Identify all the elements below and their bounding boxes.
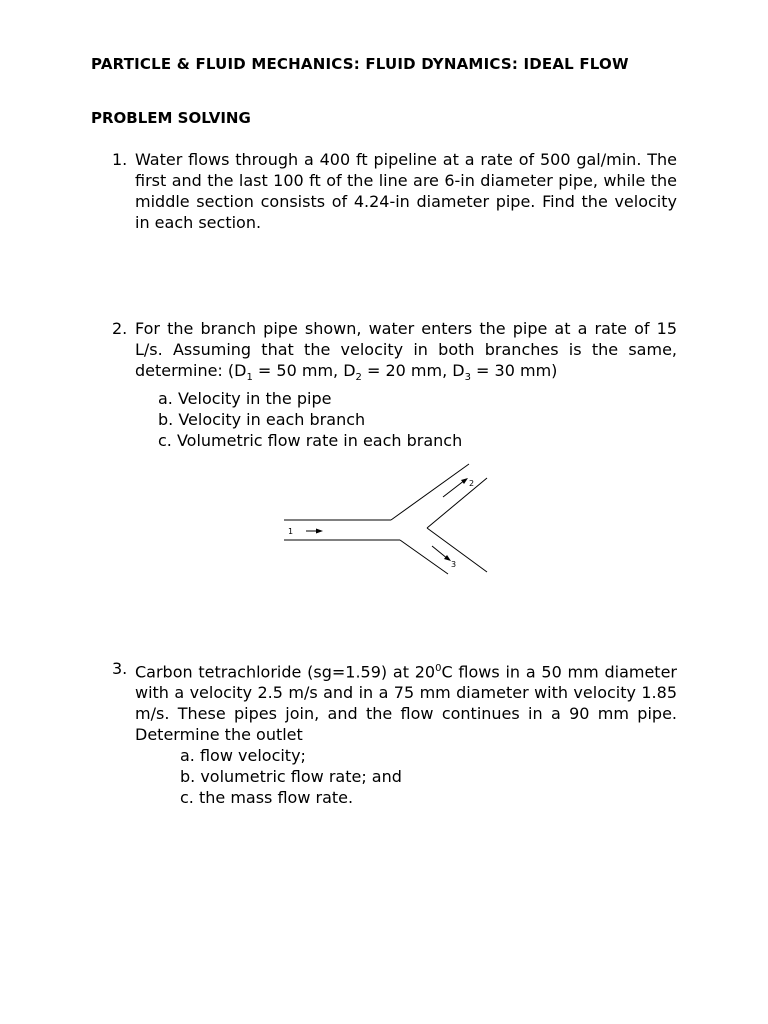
problem-2 xyxy=(112,318,677,451)
branch-pipe-diagram xyxy=(280,460,495,575)
degree-superscript: 0 xyxy=(435,663,442,674)
subquestion-item: c. the mass flow rate. xyxy=(180,788,354,808)
branch-2-label: 2 xyxy=(469,479,475,488)
problem-2-number: 2. xyxy=(112,319,128,338)
subquestion-item: a. flow velocity; xyxy=(180,746,306,766)
problem-3-subquestions xyxy=(180,745,677,808)
subquestion-item: b. volumetric flow rate; and xyxy=(180,767,402,787)
problem-2-text-d: = 30 mm) xyxy=(470,361,558,380)
inlet-label: 1 xyxy=(288,527,294,536)
problem-1-text: Water flows through a 400 ft pipeline at a rate of 500 gal/min. The first and the last 100 ft of the line are 6-in diameter pipe, while the middle section consists of 4.24-in diameter pipe. Find the velocity in each section. xyxy=(135,150,677,232)
subscript-d3: 3 xyxy=(464,372,471,384)
subscript-d2: 2 xyxy=(355,372,362,384)
branch-2-arrowhead xyxy=(461,478,468,484)
page-title: PARTICLE & FLUID MECHANICS: FLUID DYNAMICS: IDEAL FLOW xyxy=(91,55,629,73)
problem-3-text-b: C flows in a 50 mm diameter with a velocity 2.5 m/s and in a 75 mm diameter with velocity 1.85 m/s. These pipes join, and the flow continues in a 90 mm pipe. Determine the outlet xyxy=(135,662,677,745)
branch-2-inner-wall xyxy=(427,478,487,528)
subquestion-item: a. Velocity in the pipe xyxy=(158,389,332,409)
problem-3-text-a: Carbon tetrachloride (sg=1.59) at 20 xyxy=(135,662,436,682)
branch-3-label: 3 xyxy=(451,560,457,569)
problem-1-number: 1. xyxy=(112,150,128,169)
section-heading: PROBLEM SOLVING xyxy=(91,109,251,127)
problem-1 xyxy=(112,149,677,233)
inlet-arrowhead xyxy=(316,529,323,534)
problem-3-text xyxy=(135,658,677,745)
problem-3 xyxy=(112,658,677,808)
problem-2-text xyxy=(135,318,677,388)
subquestion-item: c. Volumetric flow rate in each branch xyxy=(158,431,463,451)
branch-3-outer-wall xyxy=(400,540,448,574)
problem-2-text-b: = 50 mm, D xyxy=(252,361,356,380)
problem-2-text-c: = 20 mm, D xyxy=(361,361,465,380)
branch-2-outer-wall xyxy=(391,464,469,520)
branch-2-flow-arrow xyxy=(443,480,465,497)
branch-3-arrowhead xyxy=(444,555,451,561)
problem-2-text-a: For the branch pipe shown, water enters the pipe at a rate of 15 L/s. Assuming that the velocity in both branches is the same, determine: (D xyxy=(135,319,677,380)
subquestion-item: b. Velocity in each branch xyxy=(158,410,366,430)
problem-2-subquestions xyxy=(158,388,677,451)
problem-3-number: 3. xyxy=(112,659,128,678)
subscript-d1: 1 xyxy=(246,372,253,384)
